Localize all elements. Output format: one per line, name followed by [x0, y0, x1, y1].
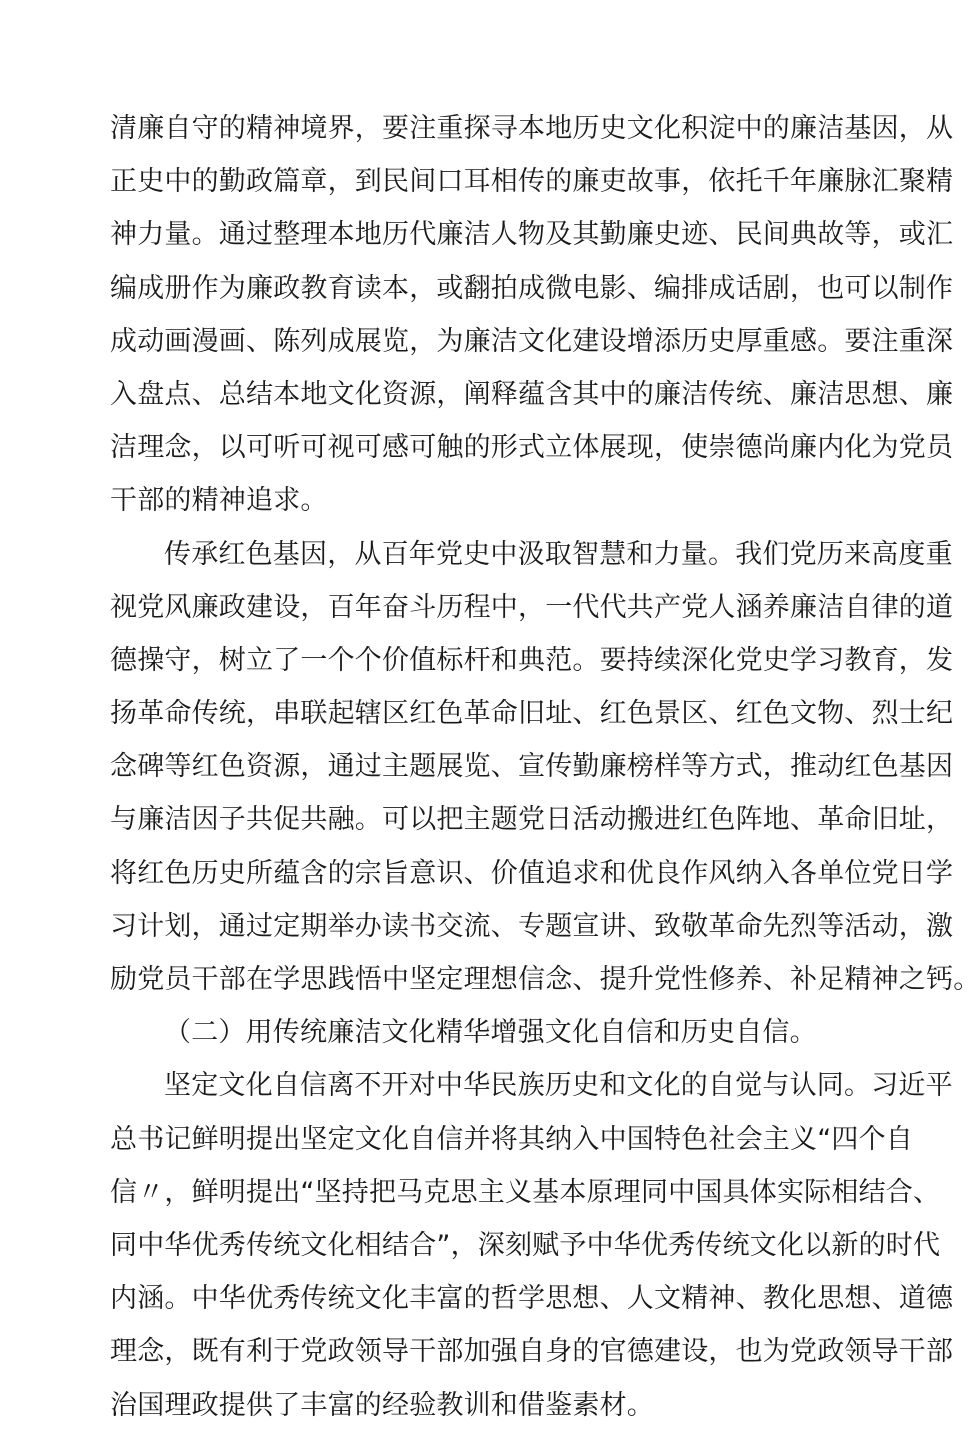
text-line: 清廉自守的精神境界，要注重探寻本地历史文化积淀中的廉洁基因，从 [110, 113, 954, 144]
text-line: 同中华优秀传统文化相结合”，深刻赋予中华优秀传统文化以新的时代 [110, 1229, 941, 1261]
text-line: 励党员干部在学思践悟中坚定理想信念、提升党性修养、补足精神之钙。 [110, 964, 980, 995]
text-line: 正史中的勤政篇章，到民间口耳相传的廉吏故事，依托千年廉脉汇聚精 [110, 166, 954, 198]
text-line: 神力量。通过整理本地历代廉洁人物及其勤廉史迹、民间典故等，或汇 [110, 219, 954, 251]
text-line: 总书记鲜明提出坚定文化自信并将其纳入中国特色社会主义“四个自 [110, 1123, 913, 1155]
document-body [110, 102, 980, 1432]
text-line: 入盘点、总结本地文化资源，阐释蕴含其中的廉洁传统、廉洁思想、廉 [110, 378, 954, 410]
text-line: 视党风廉政建设，百年奋斗历程中，一代代共产党人涵养廉洁自律的道 [110, 591, 954, 623]
text-line: 将红色历史所蕴含的宗旨意识、价值追求和优良作风纳入各单位党日学 [110, 857, 954, 889]
text-line: 信〃，鲜明提出“坚持把马克思主义基本原理同中国具体实际相结合、 [110, 1176, 941, 1208]
text-line: 德操守，树立了一个个价值标杆和典范。要持续深化党史学习教育，发 [110, 644, 954, 676]
text-line: 干部的精神追求。 [110, 485, 328, 517]
text-line: 理念，既有利于党政领导干部加强自身的官德建设，也为党政领导干部 [110, 1336, 954, 1368]
text-line: 坚定文化自信离不开对中华民族历史和文化的自觉与认同。习近平 [164, 1070, 953, 1102]
text-line: （二）用传统廉洁文化精华增强文化自信和历史自信。 [164, 1017, 817, 1049]
text-line: 扬革命传统，串联起辖区红色革命旧址、红色景区、红色文物、烈士纪 [110, 698, 954, 730]
text-line: 洁理念，以可听可视可感可触的形式立体展现，使崇德尚廉内化为党员 [110, 432, 954, 464]
text-line: 成动画漫画、陈列成展览，为廉洁文化建设增添历史厚重感。要注重深 [110, 325, 954, 357]
text-line: 传承红色基因，从百年党史中汲取智慧和力量。我们党历来高度重 [164, 538, 953, 570]
text-line: 习计划，通过定期举办读书交流、专题宣讲、致敬革命先烈等活动，激 [110, 910, 954, 942]
text-line: 念碑等红色资源，通过主题展览、宣传勤廉榜样等方式，推动红色基因 [110, 751, 954, 783]
text-line: 治国理政提供了丰富的经验教训和借鉴素材。 [110, 1389, 654, 1421]
text-line: 内涵。中华优秀传统文化丰富的哲学思想、人文精神、教化思想、道德 [110, 1283, 954, 1315]
text-line: 与廉洁因子共促共融。可以把主题党日活动搬进红色阵地、革命旧址， [110, 804, 954, 836]
text-line: 编成册作为廉政教育读本，或翻拍成微电影、编排成话剧，也可以制作 [110, 272, 954, 304]
